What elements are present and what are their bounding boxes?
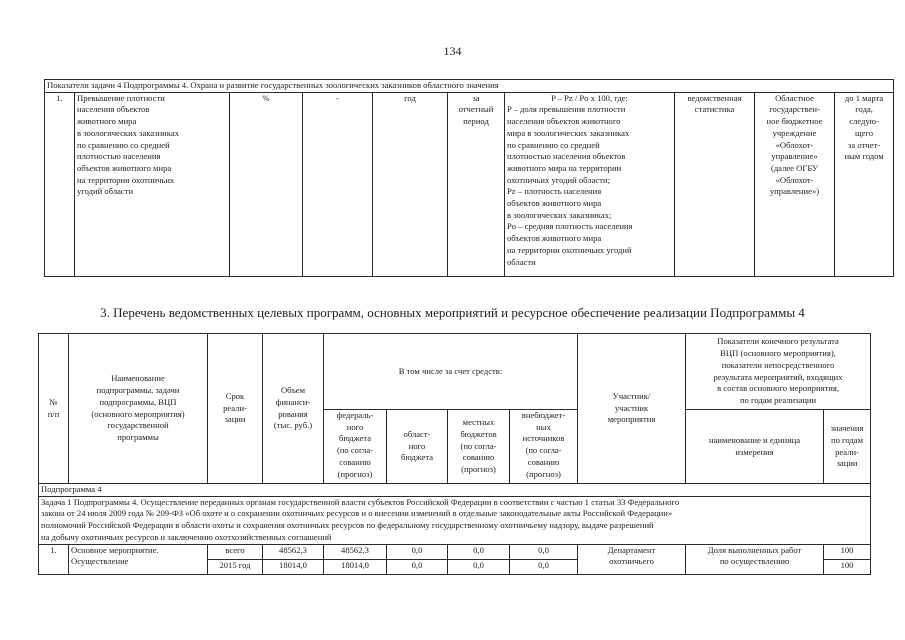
subprogram-label: Подпрограмма 4: [39, 484, 871, 497]
program-table: [38, 333, 871, 575]
finance-extrabudget: 0,0: [510, 544, 578, 559]
finance-extrabudget: 0,0: [510, 559, 578, 574]
section-title: 3. Перечень ведомственных целевых программ, основных мероприятий и ресурсное обеспечение реализации Подпрограммы 4: [100, 305, 805, 320]
indicator-value: 100: [824, 559, 871, 574]
indicator-value: 100: [824, 544, 871, 559]
deadline: до 1 марта года, следую- щего за отчет- ным годом: [835, 92, 894, 276]
header-volume: Объем финанси- рования (тыс. руб.): [263, 334, 324, 484]
finance-term: всего: [208, 544, 263, 559]
header-extrabudget: внебюджет- ных источников (по согла- сованию (прогноз): [510, 410, 578, 484]
task-description: Задача 1 Подпрограммы 4. Осуществление переданных органам государственной власти субъектов Российской Федерации в соответствии с частью 1 статьи 33 Федерального закона от 24 июля 2009 года № 209-ФЗ «Об охоте и о сохранении охотничьих ресурсов и о внесении изменений в отдельные законодательные акты Российской Федерации» полномочий Российской Федерации в области охоты и сохранения охотничьих ресурсов по федеральному государственному охотничьему надзору, выдаче разрешений на добычу охотничьих ресурсов и заключению охотхозяйственных соглашений: [39, 496, 871, 544]
row-number: 1.: [45, 92, 75, 276]
indicator-name: Превышение плотности населения объектов животного мира в зоологических заказниках по сравнению со средней плотностью населения объектов животного мира на территории охотничьих угодий области: [75, 92, 230, 276]
header-indicator-name: наименование и единица измерения: [686, 410, 824, 484]
finance-local: 0,0: [448, 544, 510, 559]
indicators-table-caption: Показатели задачи 4 Подпрограммы 4. Охрана и развитие государственных зоологических заказников областного значения: [45, 80, 894, 93]
unit: %: [230, 92, 303, 276]
formula: P – Pz / Po x 100, где: P – доля превышения плотности населения объектов животного мира в зоологических заказниках по сравнению со средней плотностью населения объектов животного мира на территории охотничьих угодий области; Pz – плотность населения объектов животного мира в зоологических заказниках; Po – средняя плотность населения объектов животного мира на территории охотничьих угодий области: [505, 92, 675, 276]
finance-regional: 0,0: [387, 559, 448, 574]
indicators-table: [44, 79, 894, 277]
finance-volume: 18014,0: [263, 559, 324, 574]
header-indicators: Показатели конечного результата ВЦП (основного мероприятия), показатели непосредственного результата мероприятий, входящих в состав основного мероприятия, по годам реализации: [686, 334, 871, 410]
timing: за отчетный период: [448, 92, 505, 276]
header-including: В том числе за счет средств:: [324, 334, 578, 410]
header-indicator-values: значения по годам реали- зации: [824, 410, 871, 484]
finance-federal: 18014,0: [324, 559, 387, 574]
activity-name: Основное мероприятие. Осуществление: [69, 544, 208, 574]
finance-term: 2015 год: [208, 559, 263, 574]
header-participant: Участник/ участник мероприятия: [578, 334, 686, 484]
responsible: Областное государствен- ное бюджетное учреждение «Облохот- управление» (далее ОГБУ «Облохот- управление»): [755, 92, 835, 276]
activity-number: 1.: [39, 544, 69, 574]
header-federal: федераль- ного бюджета (по согла- сованию (прогноз): [324, 410, 387, 484]
finance-volume: 48562,3: [263, 544, 324, 559]
data-source: ведомственная статистика: [675, 92, 755, 276]
finance-regional: 0,0: [387, 544, 448, 559]
header-term: Срок реали- зации: [208, 334, 263, 484]
header-regional: област- ного бюджета: [387, 410, 448, 484]
header-number: № п/п: [39, 334, 69, 484]
periodicity: год: [373, 92, 448, 276]
activity-participant: Департамент охотничьего: [578, 544, 686, 574]
finance-federal: 48562,3: [324, 544, 387, 559]
page-number: 134: [443, 44, 462, 58]
base-value: -: [303, 92, 373, 276]
activity-indicator: Доля выполненных работ по осуществлению: [686, 544, 824, 574]
header-name: Наименование подпрограммы, задачи подпрограммы, ВЦП (основного мероприятия) государственной программы: [69, 334, 208, 484]
header-local: местных бюджетов (по согла- сованию (прогноз): [448, 410, 510, 484]
finance-local: 0,0: [448, 559, 510, 574]
